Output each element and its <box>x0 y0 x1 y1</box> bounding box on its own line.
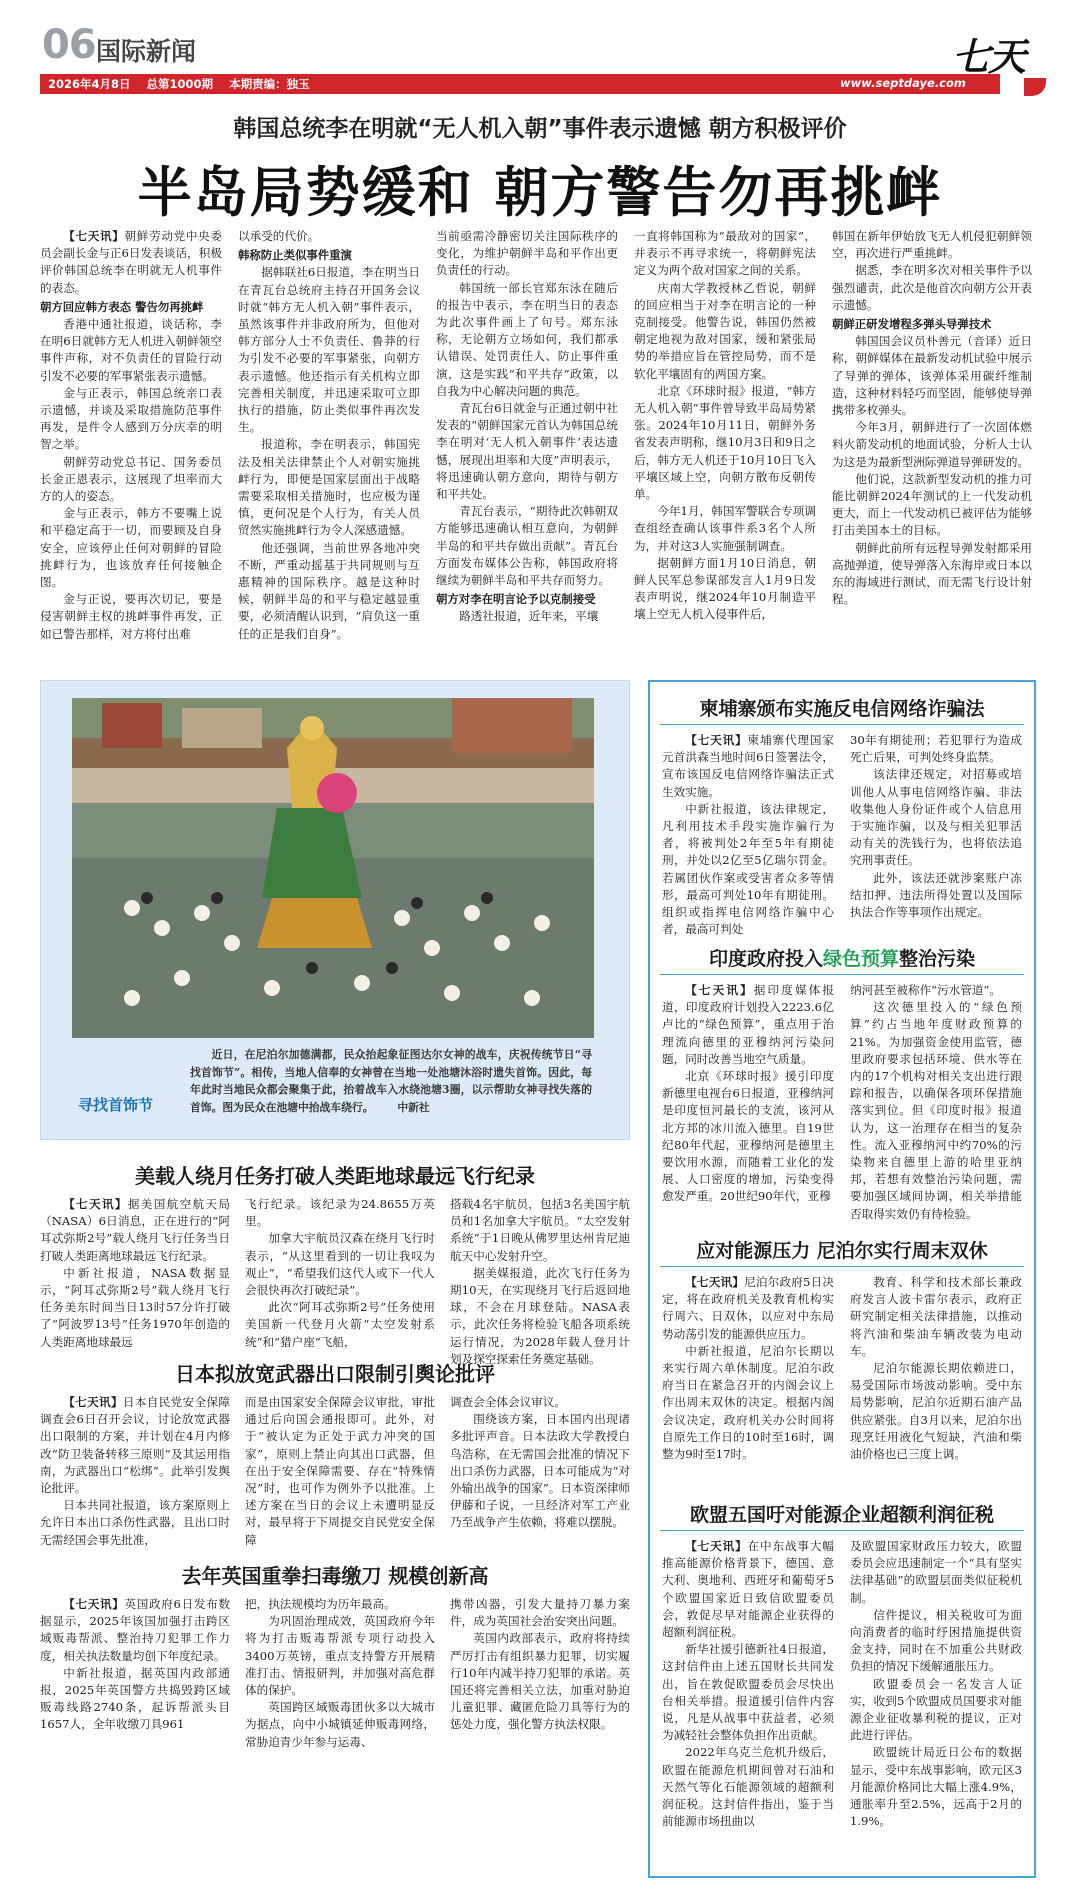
paragraph: 他们说，这款新型发动机的推力可能比朝鲜2024年测试的上一代发动机更大，而上一代发动机已被评估为能够打击美国本土的目标。 <box>832 471 1032 538</box>
india-column-2 <box>850 982 1022 1224</box>
subheading: 朝方回应韩方表态 警告勿再挑衅 <box>40 299 204 314</box>
lead-column-2 <box>238 228 420 668</box>
nepal-title: 应对能源压力 尼泊尔实行周末双休 <box>696 1240 988 1262</box>
lead-column-1 <box>40 228 222 668</box>
paragraph: 信件提议，相关税收可为面向消费者的临时纾困措施提供资金支持，同时在不加重公共财政负担的情况下缓解通胀压力。 <box>850 1607 1022 1674</box>
source-tag: 【七天讯】 <box>63 1597 125 1611</box>
paragraph: 中新社报道，NASA数据显示，“阿耳忒弥斯2号”载人绕月飞行任务美东时间当日13时57分许打破了“阿波罗13号”任务1970年创造的人类距离地球最远 <box>40 1265 230 1349</box>
paragraph: 中新社报道，该法律规定，凡利用技术手段实施诈骗行为者，将被判处2年至5年有期徒刑，并处以2亿至5亿瑞尔罚金。若属团伙作案或受害者众多等情形，最高可判处10年有期徒刑。组织或指挥电信网络诈骗中心者，最高可判处 <box>662 801 834 937</box>
paragraph: 庆南大学教授林乙哲说，朝鲜的回应相当于对李在明言论的一种克制接受。他警告说，韩国仍然被朝定地视为敌对国家，缓和紧张局势的举措应旨在管控局势，而不是软化平壤固有的两国方案。 <box>634 280 816 381</box>
paragraph: 飞行纪录。该纪录为24.8655万英里。 <box>245 1197 435 1229</box>
eu-rule <box>660 1530 1024 1531</box>
paragraph: 英国内政部表示，政府将持续严厉打击有组织暴力犯罪，切实履行10年内减半持刀犯罪的承诺。英国还将完善相关立法，加重对胁迫儿童犯罪、藏匿危险刀具等行为的惩处力度，强化警方执法权限。 <box>450 1631 630 1732</box>
paragraph: 欧盟统计局近日公布的数据显示，受中东战事影响，欧元区3月能源价格同比大幅上涨4.9%，通胀率升至2.5%，远高于2月的1.9%。 <box>850 1745 1022 1829</box>
paragraph: 新华社援引德新社4日报道，这封信件由上述五国财长共同发出，旨在敦促欧盟委员会尽快出台相关举措。报道援引信件内容说，凡是从战事中获益者，必须为减轻社会整体负担作出贡献。 <box>662 1642 834 1743</box>
paragraph: 这次德里投入的“绿色预算”约占当地年度财政预算的21%。为加强资金使用监管，德里政府要求包括环境、供水等在内的17个机构对相关支出进行跟踪和报告，以确保各项环保措施落实到位。但《印度时报》报道认为，这一治理存在相当的复杂性。流入亚穆纳河中约70%的污染物来自德里上游的哈里亚纳邦，若想有效整治污染问题，需要加强区域间协调，相关举措能否取得实效仍有待检验。 <box>850 1000 1022 1221</box>
logo: 七天 <box>952 34 1025 79</box>
photo-caption <box>190 1046 592 1116</box>
paragraph: 携带凶器，引发大量持刀暴力案件，成为英国社会治安突出问题。 <box>450 1597 630 1629</box>
paragraph: 尼泊尔能源长期依赖进口，易受国际市场波动影响。受中东局势影响，尼泊尔近期石油产品供应紧张。自3月以来，尼泊尔出现烹饪用液化气短缺，汽油和柴油价格也已三度上调。 <box>850 1361 1022 1462</box>
paragraph: 青瓦台表示，“期待此次韩朝双方能够迅速确认相互意向，为朝鲜半岛的和平共存做出贡献”。青瓦台方面发布媒体公告称，韩国政府将继续为朝鲜半岛和平共存而努力。 <box>436 504 618 588</box>
paragraph: 纳河甚至被称作“污水管道”。 <box>850 983 1001 997</box>
nepal-column-1 <box>662 1274 834 1488</box>
issue-number: 总第1000期 <box>146 77 214 91</box>
editor-name: 独玉 <box>286 77 310 91</box>
paragraph: 此外，该法还就涉案账户冻结扣押、违法所得处置以及国际执法合作等事项作出规定。 <box>850 870 1022 920</box>
source-tag: 【七天讯】 <box>685 1539 748 1553</box>
japan-title: 日本拟放宽武器出口限制引舆论批评 <box>175 1362 495 1386</box>
india-title <box>650 944 1034 971</box>
paragraph: 【七天讯】据美国航空航天局（NASA）6日消息，正在进行的“阿耳忒弥斯2号”载人绕月飞行任务当日打破人类距离地球最远飞行纪录。 <box>40 1197 230 1263</box>
paragraph: 该法律还规定，对招募或培训他人从事电信网络诈骗、非法收集他人身份证件或个人信息用于实施诈骗，以及与相关犯罪活动有关的洗钱行为，也将依法追究刑事责任。 <box>850 767 1022 868</box>
japan-column-1 <box>40 1394 230 1547</box>
lead-column-5 <box>832 228 1032 668</box>
paragraph: 当前亟需冷静密切关注国际秩序的变化，为维护朝鲜半岛和平作出更负责任的行动。 <box>436 229 618 278</box>
india-title-pre: 印度政府投入 <box>708 948 823 970</box>
uk-title: 去年英国重拳扫毒缴刀 规模创新高 <box>181 1564 489 1588</box>
nasa-title: 美载人绕月任务打破人类距地球最远飞行纪录 <box>135 1164 535 1188</box>
photo-caption-text: 近日，在尼泊尔加德满都，民众抬起象征图达尔女神的战车，庆祝传统节日“寻找首饰节”。相传，当地人信奉的女神曾在当地一处池塘沐浴时遗失首饰。因此，每年此时当地民众都会聚集于此，抬着战车入水绕池塘3圈，以示帮助女神寻找失落的首饰。图为民众在池塘中抬战车绕行。 <box>190 1048 592 1114</box>
paragraph: 【七天讯】柬埔寨代理国家元首洪森当地时间6日签署法令，宣布该国反电信网络诈骗法正式生效实施。 <box>662 733 834 799</box>
paragraph: 2022年乌克兰危机升级后，欧盟在能源危机期间曾对石油和天然气等化石能源领域的超额利润征税。这封信件指出，鉴于当前能源市场扭曲以 <box>662 1745 834 1829</box>
paragraph: 韩国统一部长官郑东泳在随后的报告中表示，李在明当日的表态为此次事件画上了句号。郑东泳称，无论朝方立场如何，我们都承认错误、处罚责任人、防止事件重演，这是实践“和平共存”政策，以自我为中心解决问题的典范。 <box>436 280 618 398</box>
japan-column-3 <box>450 1394 630 1544</box>
lead-column-3 <box>436 228 618 668</box>
paragraph: 而是由国家安全保障会议审批，审批通过后向国会通报即可。此外，对于“被认定为正处于武力冲突的国家”，原则上禁止向其出口武器，但在出于安全保障需要、存在“特殊情况”时，也可作为例外予以批准。上述方案在当日的会议上未遭明显反对，最早将于下周提交自民党安全保障 <box>245 1395 435 1547</box>
date-bar-text <box>48 76 310 92</box>
logo-swoosh <box>1024 78 1046 96</box>
paragraph: 日本共同社报道，该方案原则上允许日本出口杀伤性武器，且出口时无需经国会事先批准， <box>40 1498 230 1547</box>
festival-photo <box>72 698 594 1038</box>
paragraph: 一直将韩国称为“最敌对的国家”，并表示不再寻求统一，将朝鲜宪法定义为两个敌对国家之间的关系。 <box>634 229 816 278</box>
paragraph: 朝鲜劳动党总书记、国务委员长金正恩表示，这展现了坦率而大方的人的姿态。 <box>40 454 222 504</box>
page-number: 06 <box>42 22 96 68</box>
subheading: 朝方对李在明言论予以克制接受 <box>436 592 596 607</box>
paragraph: 据悉，李在明多次对相关事件予以强烈谴责，此次是他首次向朝方公开表示遗憾。 <box>832 263 1032 312</box>
nasa-column-1 <box>40 1196 230 1349</box>
nepal-rule <box>660 1266 1024 1267</box>
paragraph: 教育、科学和技术部长兼政府发言人波卡雷尔表示，政府正研究制定相关法律措施，以推动将汽油和柴油车辆改装为电动车。 <box>850 1275 1022 1358</box>
india-column-1 <box>662 982 834 1224</box>
paragraph: 金与正说，要再次切记，要是侵害朝鲜主权的挑衅事件再发，正如已警告那样，对方将付出难 <box>40 592 222 641</box>
paragraph: 为巩固治理成效，英国政府今年将为打击贩毒帮派专项行动投入3400万英镑，重点支持警方开展精准打击、情报研判，并加强对高危群体的保护。 <box>245 1614 435 1698</box>
paragraph: 【七天讯】据印度媒体报道，印度政府计划投入2223.6亿卢比的“绿色预算”，重点用于治理流向德里的亚穆纳河污染问题，同时改善当地空气质量。 <box>662 983 834 1066</box>
paragraph: 调查会全体会议审议。 <box>450 1395 566 1409</box>
lead-kicker: 韩国总统李在明就“无人机入朝”事件表示遗憾 朝方积极评价 <box>233 116 847 142</box>
paragraph: 朝鲜此前所有远程导弹发射都采用高抛弹道，使导弹落入东海岸或日本以东的海域进行测试，而无需飞行设计射程。 <box>832 540 1032 607</box>
paragraph: 北京《环球时报》报道，“韩方无人机入朝”事件曾导致半岛局势紧张。2024年10月11日，朝鲜外务省发表声明称，继10月3日和9日之后，韩方无人机还于10月10日飞入平壤区域上空，向朝方散布反朝传单。 <box>634 383 816 502</box>
paragraph: 韩国在新年伊始放飞无人机侵犯朝鲜领空，再次进行严重挑衅。 <box>832 229 1032 261</box>
paragraph: 据朝鲜方面1月10日消息，朝鲜人民军总参谋部发言人1月9日发表声明说，继2024年10月制造平壤上空无人机入侵事件后， <box>634 555 816 622</box>
eu-title: 欧盟五国吁对能源企业超额利润征税 <box>689 1504 994 1526</box>
cambodia-title: 柬埔寨颁布实施反电信网络诈骗法 <box>699 698 985 720</box>
paragraph: 中新社报道，尼泊尔长期以来实行周六单休制度。尼泊尔政府当日在紧急召开的内阁会议上作出周末双休的决定。根据内阁会议决定，政府机关办公时间将自原先工作日的10时至16时，调整为9时至17时。 <box>662 1343 834 1462</box>
paragraph: 围绕该方案，日本国内出现诸多批评声音。日本法政大学教授白鸟浩称，在无需国会批准的情况下出口杀伤力武器，日本可能成为“对外输出战争的国家”。日本资深律师伊藤和子说，一旦经济对军工产业乃至战争产生依赖，将难以摆脱。 <box>450 1412 630 1530</box>
source-tag: 【七天讯】 <box>63 229 125 243</box>
paragraph: 把，执法规模均为历年最高。 <box>245 1597 396 1611</box>
paragraph: 韩国国会议员朴善元（音译）近日称，朝鲜媒体在最新发动机试验中展示了导弹的弹体，该弹体采用碳纤维制造，这种材料轻巧而坚固，能够使导弹携带多枚弹头。 <box>832 334 1032 418</box>
photo-credit: 中新社 <box>397 1100 430 1114</box>
paragraph: 据美媒报道，此次飞行任务为期10天，在实现绕月飞行后返回地球，不会在月球登陆。NASA表示，此次任务将检验飞船各项系统运行情况，为2028年载人登月计划及探空探索任务奠定基础。 <box>450 1265 630 1366</box>
japan-column-2 <box>245 1394 435 1547</box>
subheading: 韩称防止类似事件重演 <box>238 248 352 263</box>
uk-column-3 <box>450 1596 630 1886</box>
paragraph: 北京《环球时报》援引印度新德里电视台6日报道，亚穆纳河是印度恒河最长的支流，该河从北方邦的冰川流入德里。自19世纪80年代起，亚穆纳河是德里主要饮用水源，而随着工业化的发展、人口密度的增加，污染变得愈发严重。20世纪90年代，亚穆 <box>662 1069 834 1204</box>
paragraph: 今年3月，朝鲜进行了一次固体燃料火箭发动机的地面试验，分析人士认为这是为最新型洲际弹道导弹研发的。 <box>832 420 1032 469</box>
paragraph: 欧盟委员会一名发言人证实，收到5个欧盟成员国要求对能源企业征收暴利税的提议，正对此进行评估。 <box>850 1676 1022 1743</box>
editor-label: 本期责编： <box>229 77 287 91</box>
nasa-column-3 <box>450 1196 630 1366</box>
india-title-post: 整治污染 <box>899 948 976 970</box>
paragraph: 【七天讯】在中东战事大幅推高能源价格背景下，德国、意大利、奥地利、西班牙和葡萄牙5个欧盟国家近日致信欧盟委员会，敦促尽早对能源企业获得的超额利润征税。 <box>662 1539 834 1640</box>
masthead <box>40 22 1040 104</box>
website-link[interactable]: www.septdaye.com <box>840 76 966 90</box>
lead-column-4 <box>634 228 816 668</box>
paragraph: 报道称，李在明表示，韩国宪法及相关法律禁止个人对朝实施挑衅行为，即便是国家层面出于战略需要采取相关措施时，也应极为谨慎，更何况是个人行为，有关人员贸然实施挑衅行为令人深感遗憾。 <box>238 437 420 538</box>
uk-column-1 <box>40 1596 230 1886</box>
india-rule <box>660 974 1024 975</box>
paragraph: 以承受的代价。 <box>238 229 320 243</box>
paragraph: 据韩联社6日报道，李在明当日在青瓦台总统府主持召开国务会议时就“韩方无人机入朝”事件表示，虽然该事件并非政府所为，但他对韩方部分人士不负责任、鲁莽的行为引发不必要的军事紧张，向朝方表示遗憾。他还指示有关机构立即完善相关制度，并迅速采取可立即执行的措施，防止类似事件再次发生。 <box>238 265 420 435</box>
paragraph: 金与正表示，韩国总统亲口表示遗憾，并谈及采取措施防范事件再发，是件令人感到万分庆幸的明智之举。 <box>40 385 222 452</box>
eu-column-1 <box>662 1538 834 1870</box>
paragraph: 香港中通社报道，谈话称，李在明6日就韩方无人机进入朝鲜领空事件声称，对不负责任的冒险行动引发不必要的军事紧张表示遗憾。 <box>40 317 222 383</box>
source-tag: 【七天讯】 <box>63 1395 123 1409</box>
paragraph: 此次“阿耳忒弥斯2号”任务使用美国新一代登月火箭“太空发射系统”和“猎户座”飞船， <box>245 1300 435 1349</box>
paragraph: 路透社报道，近年来，平壤 <box>459 609 599 624</box>
paragraph: 今年1月，韩国军警联合专项调查组经查确认该事件系3名个人所为，并对这3人实施强制调查。 <box>634 504 816 553</box>
cambodia-rule <box>660 724 1024 725</box>
paragraph: 英国跨区域贩毒团伙多以大城市为据点，向中小城镇延伸贩毒网络，常胁迫青少年参与运毒、 <box>245 1700 435 1749</box>
paragraph: 搭载4名宇航员，包括3名美国宇航员和1名加拿大宇航员。“太空发射系统”于1日晚从佛罗里达州肯尼迪航天中心发射升空。 <box>450 1197 630 1263</box>
paragraph: 【七天讯】英国政府6日发布数据显示，2025年该国加强打击跨区域贩毒帮派、整治持刀犯罪工作力度，相关执法数量均创下年度纪录。 <box>40 1597 230 1663</box>
paragraph: 30年有期徒刑；若犯罪行为造成死亡后果，可判处终身监禁。 <box>850 733 1022 765</box>
source-tag: 【七天讯】 <box>685 983 754 997</box>
paragraph: 【七天讯】尼泊尔政府5日决定，将在政府机关及教育机构实行周六、日双休，以应对中东局势动荡引发的能源供应压力。 <box>662 1275 834 1341</box>
paragraph: 加拿大宇航员汉森在绕月飞行时表示，“从这里看到的一切让我叹为观止”，“希望我们这代人或下一代人会很快再次打破纪录”。 <box>245 1231 435 1298</box>
festival-photo-art <box>72 698 594 1038</box>
section-name: 国际新闻 <box>96 37 197 66</box>
paragraph: 青瓦台6日就金与正通过朝中社发表的“朝鲜国家元首认为韩国总统李在明对‘无人机入朝事件’表达遗憾，展现出坦率和大度”声明表示，将迅速确认朝方意向，期待与朝方和平共处。 <box>436 401 618 502</box>
paragraph: 金与正表示，韩方不要嘴上说和平稳定高于一切，而要顾及自身安全，应该停止任何对朝鲜的冒险挑衅行为，也该放弃任何接触企图。 <box>40 506 222 590</box>
nepal-column-2 <box>850 1274 1022 1488</box>
source-tag: 【七天讯】 <box>685 733 748 747</box>
source-tag: 【七天讯】 <box>685 1275 745 1289</box>
source-tag: 【七天讯】 <box>63 1197 128 1211</box>
paragraph: 【七天讯】朝鲜劳动党中央委员会副长金与正6日发表谈话，积极评价韩国总统李在明就无人机事件的表态。 <box>40 229 222 295</box>
paragraph: 及欧盟国家财政压力较大，欧盟委员会应迅速制定一个“具有坚实法律基础”的欧盟层面类似征税机制。 <box>850 1539 1022 1605</box>
paragraph: 他还强调，当前世界各地冲突不断，严重动摇基于共同规则与互惠精神的国际秩序。越是这种时候，朝鲜半岛的和平与稳定越显重要，必须清醒认识到，“肩负这一重任的正是我们自身”。 <box>238 540 420 641</box>
uk-column-2 <box>245 1596 435 1886</box>
issue-date: 2026年4月8日 <box>48 77 131 91</box>
cambodia-column-2 <box>850 732 1022 932</box>
photo-label: 寻找首饰节 <box>78 1096 154 1114</box>
lead-headline: 半岛局势缓和 朝方警告勿再挑衅 <box>137 161 943 224</box>
subheading: 朝鲜正研发增程多弹头导弹技术 <box>832 317 992 332</box>
eu-column-2 <box>850 1538 1022 1870</box>
nasa-column-2 <box>245 1196 435 1349</box>
paragraph: 中新社报道，据英国内政部通报，2025年英国警方共捣毁跨区域贩毒线路2740条，起诉帮派头目1657人，全年收缴刀具961 <box>40 1665 230 1732</box>
paragraph: 【七天讯】日本自民党安全保障调查会6日召开会议，讨论放宽武器出口限制的方案，并计划在4月内修改“防卫装备转移三原则”及其运用指南，为武器出口“松绑”。此举引发舆论批评。 <box>40 1395 230 1496</box>
india-title-highlight: 绿色预算 <box>822 948 899 970</box>
cambodia-column-1 <box>662 732 834 937</box>
